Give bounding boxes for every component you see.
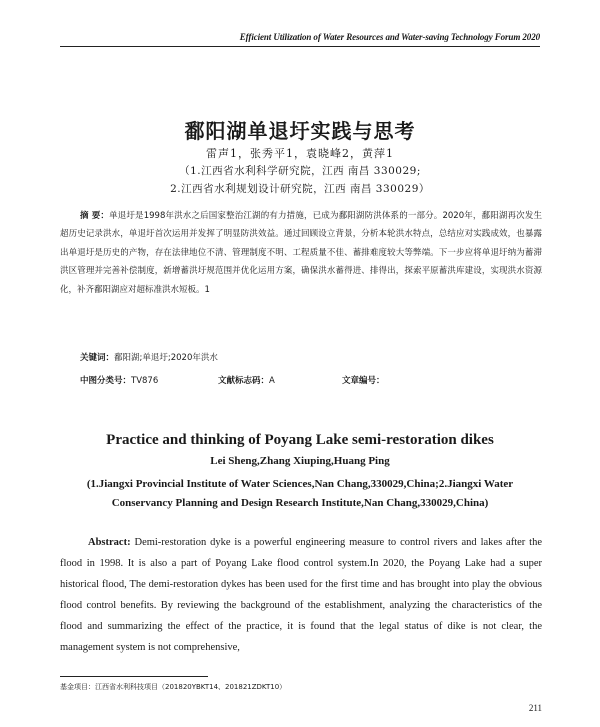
classification-value: TV876 (131, 376, 159, 386)
chinese-abstract (60, 207, 542, 299)
chinese-authors: 雷声1，张秀平1，袁晓峰2，黄萍1 (206, 147, 394, 160)
chinese-keywords (80, 351, 218, 363)
english-title: Practice and thinking of Poyang Lake semi-restoration dikes (106, 432, 494, 448)
chinese-affiliation-2: 2.江西省水利规划设计研究院，江西 南昌 330029） (170, 183, 430, 195)
english-authors: Lei Sheng,Zhang Xiuping,Huang Ping (210, 455, 390, 467)
page-number: 211 (528, 703, 542, 713)
document-code (218, 374, 275, 386)
chinese-affiliation-1: （1.江西省水利科学研究院，江西 南昌 330029; (179, 165, 421, 177)
classification-number (80, 374, 158, 386)
english-abstract-label: Abstract: (88, 537, 131, 548)
english-abstract-text: Demi-restoration dyke is a powerful engineering measure to control rivers and lakes after the flood in 1998. It is also a part of Poyang Lake flood control system.In 2020, the Poyang Lake had a super historical flood, The demi-restoration dykes has been used for the first time and has brought into play the obvious flood control benefits. By reviewing the background of the establishment, analyzing the characteristics of the flood and summarizing the effect of the practice, it is found that the legal status of dike is not clear, the management system is not comprehensive, (60, 537, 543, 653)
keywords-value: 鄱阳湖;单退圩;2020年洪水 (114, 353, 218, 363)
funding-footnote: 基金项目：江西省水利科技项目（201820YBKT14、201821ZDKT10） (60, 683, 287, 691)
chinese-title: 鄱阳湖单退圩实践与思考 (184, 119, 416, 143)
article-number (342, 374, 385, 386)
header-rule (60, 46, 540, 47)
keywords-label: 关键词： (80, 353, 115, 363)
english-affiliation: (1.Jiangxi Provincial Institute of Water Sciences,Nan Chang,330029,China;2.Jiangxi Water Conservancy Planning and Design Research Institute,Nan Chang,330029,China) (86, 478, 514, 509)
document-code-value: A (269, 376, 275, 386)
article-number-label: 文章编号： (342, 376, 385, 386)
chinese-abstract-label: 摘 要： (80, 211, 110, 221)
classification-label: 中图分类号： (80, 376, 132, 386)
running-head: Efficient Utilization of Water Resources and Water-saving Technology Forum 2020 (239, 32, 540, 42)
document-code-label: 文献标志码： (218, 376, 270, 386)
english-abstract (60, 532, 542, 658)
footnote-rule (60, 676, 208, 677)
chinese-abstract-text: 单退圩是1998年洪水之后国家整治江湖的有力措施，已成为鄱阳湖防洪体系的一部分。2020年，鄱阳湖再次发生超历史记录洪水，单退圩首次运用并发挥了明显防洪效益。通过回顾设立背景，分析本轮洪水特点，总结应对实践成效，也暴露出单退圩是历史的产物，存在法律地位不清、管理制度不明、工程质量不佳、蓄排难度较大等弊端。下一步应将单退圩纳为蓄滞洪区管理并完善补偿制度，新增蓄洪圩规范围并优化运用方案，确保洪水蓄得进、排得出，探索平原蓄洪库建设，实现洪水资源化，补齐鄱阳湖应对超标准洪水短板。1 (60, 211, 542, 295)
